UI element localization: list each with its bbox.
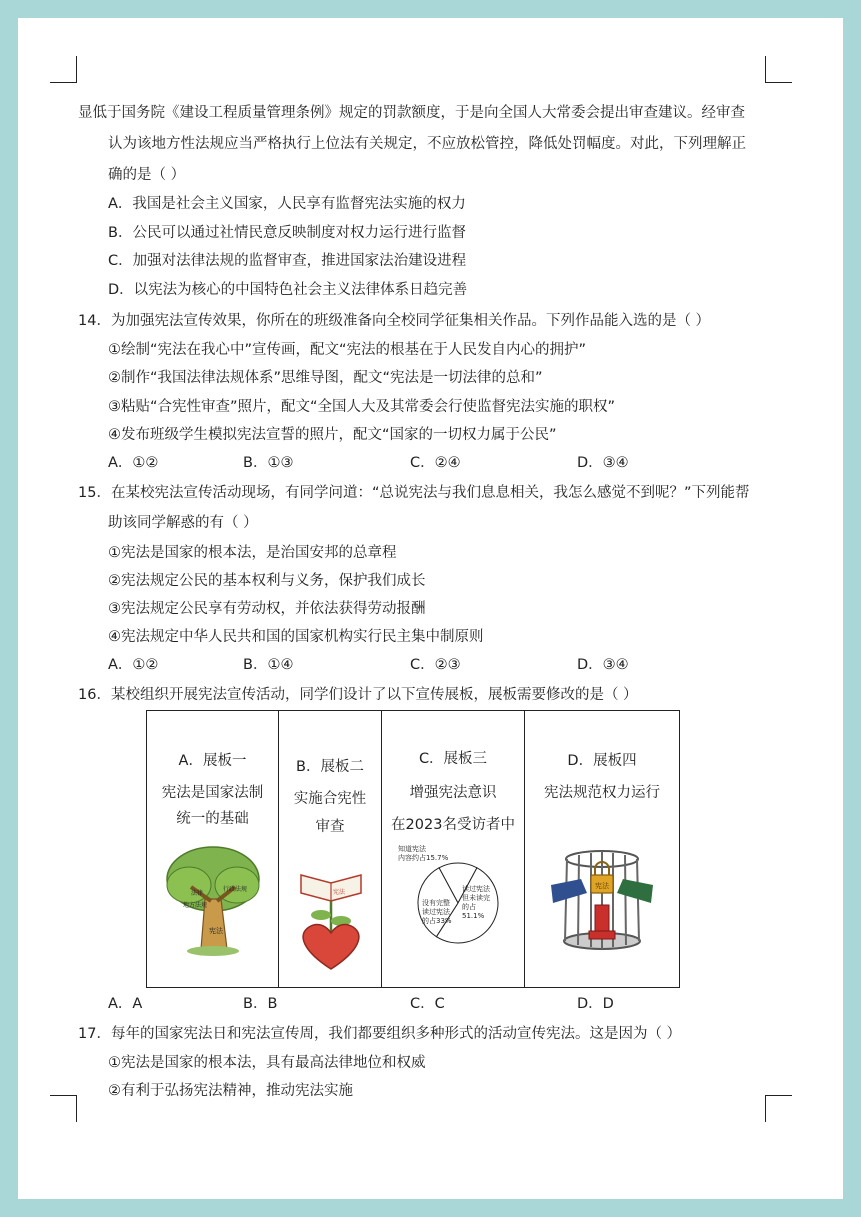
q14-item-3: ③粘贴“合宪性审查”照片，配文“全国人大及其常委会行使监督宪法实施的职权” [108, 399, 616, 415]
crop-mark-top-left [50, 56, 77, 83]
pie-label-left: 没有完整 读过宪法 的占33% [422, 899, 452, 925]
q14-option-d: D．③④ [577, 455, 629, 471]
board-c-title: C．展板三 [418, 751, 488, 767]
board-d [525, 711, 679, 987]
q15-option-b: B．①④ [243, 657, 294, 673]
lock-word: 宪法 [595, 882, 609, 890]
board-a [147, 711, 279, 987]
q14-option-c: C．②④ [410, 455, 461, 471]
q16-stem: 16．某校组织开展宪法宣传活动，同学们设计了以下宣传展板，展板需要修改的是（ ） [78, 687, 638, 703]
q14-stem: 14．为加强宪法宣传效果，你所在的班级准备向全校同学征集相关作品。下列作品能入选的是（ ） [78, 313, 711, 329]
q13-option-b: B．公民可以通过社情民意反映制度对权力运行进行监督 [108, 225, 466, 241]
board-c [382, 711, 525, 987]
board-b-line-1: 实施合宪性 [293, 791, 367, 807]
q15-item-2: ②宪法规定公民的基本权利与义务，保护我们成长 [108, 573, 426, 589]
crop-mark-bottom-left [50, 1095, 77, 1122]
board-b-line-2: 审查 [315, 819, 345, 835]
board-c-line-2: 在2023名受访者中 [391, 817, 515, 833]
q15-option-c: C．②③ [410, 657, 461, 673]
q14-item-1: ①绘制“宪法在我心中”宣传画，配文“宪法的根基在于人民发自内心的拥护” [108, 342, 587, 358]
q17-item-1: ①宪法是国家的根本法，具有最高法律地位和权威 [108, 1055, 426, 1071]
q15-stem-line-1: 15．在某校宪法宣传活动现场，有同学问道：“总说宪法与我们息息相关，我怎么感觉不到呢？”下列能帮 [78, 485, 750, 501]
pie-label-right: 读过宪法 但未读完 的占 51.1% [462, 885, 490, 920]
board-a-line-1: 宪法是国家法制 [161, 785, 264, 801]
q13-stem-line-2: 认为该地方性法规应当严格执行上位法有关规定，不应放松管控，降低处罚幅度。对此，下列理解正 [108, 136, 746, 152]
q17-stem: 17．每年的国家宪法日和宪法宣传周，我们都要组织多种形式的活动宣传宪法。这是因为（ ） [78, 1026, 682, 1042]
q15-item-3: ③宪法规定公民享有劳动权，并依法获得劳动报酬 [108, 601, 426, 617]
q15-option-a: A．①② [108, 657, 159, 673]
q17-item-2: ②有利于弘扬宪法精神，推动宪法实施 [108, 1083, 353, 1099]
book-heart-illustration [293, 871, 369, 975]
crop-mark-bottom-right [765, 1095, 792, 1122]
q14-item-2: ②制作“我国法律法规体系”思维导图，配文“宪法是一切法律的总和” [108, 370, 543, 386]
q15-option-d: D．③④ [577, 657, 629, 673]
q13-option-d: D．以宪法为核心的中国特色社会主义法律体系日趋完善 [108, 282, 468, 298]
tree-word-2: 法律 [191, 890, 204, 897]
exhibition-boards [146, 710, 680, 988]
tree-word-1: 宪法 [209, 927, 223, 935]
q15-item-4: ④宪法规定中华人民共和国的国家机构实行民主集中制原则 [108, 629, 484, 645]
board-d-title: D．展板四 [567, 753, 637, 769]
tree-word-4: 地方法规 [183, 902, 208, 909]
q15-item-1: ①宪法是国家的根本法，是治国安邦的总章程 [108, 545, 397, 561]
q13-stem-line-3: 确的是（ ） [108, 167, 186, 183]
cage-lock-illustration [547, 845, 657, 951]
board-a-line-2: 统一的基础 [176, 811, 249, 827]
q14-option-b: B．①③ [243, 455, 294, 471]
q13-option-a: A．我国是社会主义国家，人民享有监督宪法实施的权力 [108, 196, 466, 212]
tree-illustration [161, 839, 265, 959]
q16-option-a: A．A [108, 996, 143, 1012]
q16-option-d: D．D [577, 996, 614, 1012]
q16-option-b: B．B [243, 996, 278, 1012]
q14-item-4: ④发布班级学生模拟宪法宣誓的照片，配文“国家的一切权力属于公民” [108, 427, 557, 443]
board-d-line-1: 宪法规范权力运行 [544, 785, 660, 801]
q16-option-c: C．C [410, 996, 445, 1012]
q15-stem-line-2: 助该同学解惑的有（ ） [108, 515, 258, 531]
crop-mark-top-right [765, 56, 792, 83]
board-b-title: B．展板二 [296, 759, 364, 775]
board-a-title: A．展板一 [178, 753, 247, 769]
book-word: 宪法 [333, 889, 346, 896]
q14-option-a: A．①② [108, 455, 159, 471]
tree-word-3: 行政法规 [223, 886, 248, 893]
q13-stem-line-1: 显低于国务院《建设工程质量管理条例》规定的罚款额度，于是向全国人大常委会提出审查建议。经审查 [78, 105, 745, 121]
pie-label-top: 知道宪法 内容约占15.7% [398, 845, 449, 862]
board-c-line-1: 增强宪法意识 [409, 785, 497, 801]
q13-option-c: C．加强对法律法规的监督审查，推进国家法治建设进程 [108, 253, 467, 269]
board-b [279, 711, 382, 987]
